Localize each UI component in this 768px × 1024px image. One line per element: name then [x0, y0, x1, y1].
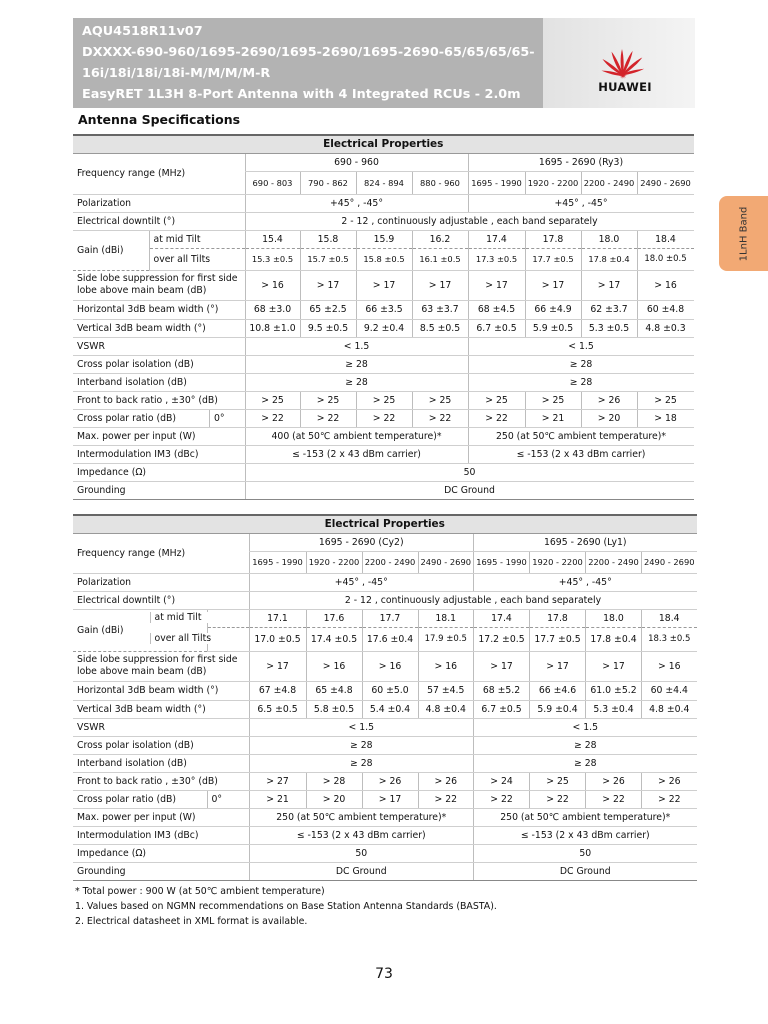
vbw-label: Vertical 3dB beam width (°): [73, 319, 245, 337]
cross-polar-ratio-cell: > 22: [642, 790, 697, 808]
gain-mid-cell: 15.9: [356, 230, 412, 248]
vbw-cell: 10.8 ±1.0: [245, 319, 300, 337]
im3-label: Intermodulation IM3 (dBc): [73, 445, 245, 463]
gain-all-cell: 17.7 ±0.5: [525, 248, 581, 270]
im3-right: ≤ -153 (2 x 43 dBm carrier): [474, 826, 697, 844]
impedance-label: Impedance (Ω): [73, 463, 245, 481]
footnote-2: 2. Electrical datasheet in XML format is available.: [75, 916, 308, 927]
cross-polar-ratio-cell: > 18: [637, 409, 694, 427]
sidelobe-cell: > 17: [474, 651, 530, 681]
gain-mid-cell: 16.2: [412, 230, 468, 248]
product-title: [82, 21, 552, 105]
front-to-back-cell: > 27: [249, 772, 306, 790]
page-number: 73: [375, 966, 393, 982]
front-to-back-cell: > 26: [586, 772, 642, 790]
sidelobe-cell: > 16: [418, 651, 474, 681]
cross-polar-ratio-cell: > 20: [306, 790, 362, 808]
vbw-cell: 8.5 ±0.5: [412, 319, 468, 337]
sidelobe-cell: > 17: [525, 270, 581, 300]
sidelobe-cell: > 17: [356, 270, 412, 300]
cross-polar-isolation-label: Cross polar isolation (dB): [73, 355, 245, 373]
product-spec-line-1: DXXXX-690-960/1695-2690/1695-2690/1695-2690-65/65/65/65-: [82, 45, 535, 60]
gain-all-cell: 15.8 ±0.5: [356, 248, 412, 270]
grounding-label: Grounding: [73, 481, 245, 499]
cross-polar-ratio-text: Cross polar ratio (dB): [77, 412, 177, 424]
gain-mid-cell: 15.8: [300, 230, 356, 248]
hbw-cell: 66 ±4.9: [525, 300, 581, 319]
front-to-back-label: Front to back ratio , ±30° (dB): [73, 772, 249, 790]
cross-polar-isolation-right: ≥ 28: [468, 355, 694, 373]
hbw-label: Horizontal 3dB beam width (°): [73, 681, 249, 700]
impedance-label: Impedance (Ω): [73, 844, 249, 862]
gain-mid-cell: 18.1: [418, 609, 474, 627]
footnote-total-power: * Total power : 900 W (at 50℃ ambient temperature): [75, 886, 325, 897]
front-to-back-cell: > 26: [418, 772, 474, 790]
gain-all-cell: 15.3 ±0.5: [245, 248, 300, 270]
max-power-left: 250 (at 50℃ ambient temperature)*: [249, 808, 474, 826]
side-tab-1lnh-band[interactable]: [719, 196, 768, 271]
hbw-cell: 65 ±4.8: [306, 681, 362, 700]
im3-left: ≤ -153 (2 x 43 dBm carrier): [249, 826, 474, 844]
front-to-back-cell: > 25: [468, 391, 525, 409]
max-power-label: Max. power per input (W): [73, 808, 249, 826]
polarization-right: +45° , -45°: [474, 573, 697, 591]
vbw-cell: 6.7 ±0.5: [474, 700, 530, 718]
hbw-cell: 62 ±3.7: [581, 300, 637, 319]
front-to-back-cell: > 25: [300, 391, 356, 409]
vswr-label: VSWR: [73, 718, 249, 736]
gain-all-cell: 17.8 ±0.4: [586, 627, 642, 651]
hbw-cell: 66 ±4.6: [530, 681, 586, 700]
product-model: AQU4518R11v07: [82, 24, 203, 39]
sidelobe-label: Side lobe suppression for first side lobe above main beam (dB): [73, 270, 245, 300]
sidelobe-cell: > 17: [300, 270, 356, 300]
gain-mid-cell: 17.8: [525, 230, 581, 248]
gain-mid-cell: 17.7: [362, 609, 418, 627]
freq-range-label: Frequency range (MHz): [73, 153, 245, 194]
gain-label: Gain (dBi): [73, 230, 149, 270]
sidelobe-cell: > 17: [581, 270, 637, 300]
hbw-cell: 63 ±3.7: [412, 300, 468, 319]
hbw-cell: 65 ±2.5: [300, 300, 356, 319]
interband-isolation-label: Interband isolation (dB): [73, 373, 245, 391]
hbw-cell: 68 ±4.5: [468, 300, 525, 319]
grounding-value: DC Ground: [245, 481, 694, 499]
band-cell: 2490 - 2690: [418, 551, 474, 573]
front-to-back-cell: > 26: [362, 772, 418, 790]
sidelobe-cell: > 16: [637, 270, 694, 300]
cross-polar-ratio-label: [73, 409, 245, 427]
front-to-back-cell: > 26: [581, 391, 637, 409]
cross-polar-ratio-cell: > 22: [356, 409, 412, 427]
cross-polar-ratio-angle: 0°: [207, 790, 249, 808]
downtilt-value: 2 - 12 , continuously adjustable , each band separately: [249, 591, 697, 609]
vbw-cell: 5.3 ±0.5: [581, 319, 637, 337]
gain-all-tilts-label: [154, 627, 249, 651]
front-to-back-cell: > 28: [306, 772, 362, 790]
cross-polar-ratio-cell: > 22: [418, 790, 474, 808]
gain-all-cell: 17.4 ±0.5: [306, 627, 362, 651]
gain-all-cell: 17.9 ±0.5: [418, 627, 474, 651]
cross-polar-ratio-label: Cross polar ratio (dB): [73, 790, 207, 808]
vbw-cell: 4.8 ±0.4: [642, 700, 697, 718]
interband-isolation-right: ≥ 28: [468, 373, 694, 391]
max-power-label: Max. power per input (W): [73, 427, 245, 445]
gain-all-cell: 15.7 ±0.5: [300, 248, 356, 270]
vbw-cell: 4.8 ±0.3: [637, 319, 694, 337]
downtilt-label: Electrical downtilt (°): [73, 591, 249, 609]
vswr-right: < 1.5: [468, 337, 694, 355]
vswr-label: VSWR: [73, 337, 245, 355]
polarization-label: Polarization: [73, 194, 245, 212]
interband-isolation-left: ≥ 28: [245, 373, 468, 391]
cross-polar-isolation-right: ≥ 28: [474, 736, 697, 754]
gain-all-cell: 17.7 ±0.5: [530, 627, 586, 651]
band-cell: 880 - 960: [412, 171, 468, 194]
grounding-label: Grounding: [73, 862, 249, 880]
sidelobe-cell: > 16: [245, 270, 300, 300]
polarization-left: +45° , -45°: [249, 573, 474, 591]
downtilt-label: Electrical downtilt (°): [73, 212, 245, 230]
brand-wordmark: HUAWEI: [598, 80, 652, 94]
front-to-back-cell: > 24: [474, 772, 530, 790]
max-power-right: 250 (at 50℃ ambient temperature)*: [468, 427, 694, 445]
hbw-cell: 67 ±4.8: [249, 681, 306, 700]
cross-polar-isolation-left: ≥ 28: [249, 736, 474, 754]
vbw-cell: 9.5 ±0.5: [300, 319, 356, 337]
front-to-back-cell: > 25: [245, 391, 300, 409]
table-title: Electrical Properties: [73, 135, 694, 153]
gain-all-cell: 17.3 ±0.5: [468, 248, 525, 270]
sidelobe-cell: > 17: [412, 270, 468, 300]
vbw-cell: 9.2 ±0.4: [356, 319, 412, 337]
grounding-left: DC Ground: [249, 862, 474, 880]
band-cell: 1695 - 1990: [249, 551, 306, 573]
band-cell: 790 - 862: [300, 171, 356, 194]
polarization-left: +45° , -45°: [245, 194, 468, 212]
cross-polar-ratio-cell: > 22: [412, 409, 468, 427]
product-spec-line-2: 16i/18i/18i/18i-M/M/M/M-R: [82, 66, 271, 81]
footnotes: [75, 884, 497, 929]
front-to-back-cell: > 25: [525, 391, 581, 409]
vbw-cell: 5.3 ±0.4: [586, 700, 642, 718]
side-tab-label: 1LnH Band: [738, 206, 749, 261]
electrical-properties-table-1: [73, 134, 694, 500]
vbw-label: Vertical 3dB beam width (°): [73, 700, 249, 718]
sidelobe-cell: > 17: [530, 651, 586, 681]
vbw-cell: 5.8 ±0.5: [306, 700, 362, 718]
gain-all-cell: 17.8 ±0.4: [581, 248, 637, 270]
sidelobe-cell: > 17: [249, 651, 306, 681]
hbw-cell: 60 ±5.0: [362, 681, 418, 700]
front-to-back-cell: > 25: [637, 391, 694, 409]
band-cell: 1695 - 1990: [468, 171, 525, 194]
band-cell: 1920 - 2200: [525, 171, 581, 194]
band-group-right: 1695 - 2690 (Ry3): [468, 153, 694, 171]
vbw-cell: 6.5 ±0.5: [249, 700, 306, 718]
vbw-cell: 6.7 ±0.5: [468, 319, 525, 337]
gain-all-cell: 18.0 ±0.5: [637, 248, 694, 270]
sidelobe-cell: > 16: [362, 651, 418, 681]
gain-mid-cell: 17.4: [474, 609, 530, 627]
gain-mid-cell: 15.4: [245, 230, 300, 248]
interband-isolation-right: ≥ 28: [474, 754, 697, 772]
vswr-right: < 1.5: [474, 718, 697, 736]
freq-range-label: Frequency range (MHz): [73, 533, 249, 573]
vswr-left: < 1.5: [249, 718, 474, 736]
cross-polar-isolation-label: Cross polar isolation (dB): [73, 736, 249, 754]
cross-polar-ratio-cell: > 21: [249, 790, 306, 808]
product-description: EasyRET 1L3H 8-Port Antenna with 4 Integrated RCUs - 2.0m: [82, 87, 521, 102]
im3-left: ≤ -153 (2 x 43 dBm carrier): [245, 445, 468, 463]
hbw-cell: 61.0 ±5.2: [586, 681, 642, 700]
band-cell: 2200 - 2490: [581, 171, 637, 194]
hbw-cell: 57 ±4.5: [418, 681, 474, 700]
band-cell: 1695 - 1990: [474, 551, 530, 573]
gain-mid-cell: 17.1: [249, 609, 306, 627]
band-cell: 824 - 894: [356, 171, 412, 194]
polarization-label: Polarization: [73, 573, 249, 591]
grounding-right: DC Ground: [474, 862, 697, 880]
band-group-left: 690 - 960: [245, 153, 468, 171]
hbw-cell: 68 ±3.0: [245, 300, 300, 319]
impedance-left: 50: [249, 844, 474, 862]
im3-right: ≤ -153 (2 x 43 dBm carrier): [468, 445, 694, 463]
gain-mid-cell: 18.0: [581, 230, 637, 248]
hbw-cell: 60 ±4.4: [642, 681, 697, 700]
sidelobe-cell: > 17: [586, 651, 642, 681]
cross-polar-ratio-cell: > 20: [581, 409, 637, 427]
gain-mid-cell: 18.0: [586, 609, 642, 627]
front-to-back-cell: > 25: [412, 391, 468, 409]
gain-all-cell: 17.2 ±0.5: [474, 627, 530, 651]
gain-all-cell: 17.0 ±0.5: [249, 627, 306, 651]
gain-mid-cell: 17.4: [468, 230, 525, 248]
interband-isolation-left: ≥ 28: [249, 754, 474, 772]
cross-polar-ratio-cell: > 22: [300, 409, 356, 427]
band-cell: 2200 - 2490: [586, 551, 642, 573]
polarization-right: +45° , -45°: [468, 194, 694, 212]
cross-polar-ratio-cell: > 22: [474, 790, 530, 808]
page-title: Antenna Specifications: [78, 112, 241, 127]
impedance-value: 50: [245, 463, 694, 481]
gain-all-tilts-label: over all Tilts: [149, 248, 245, 270]
gain-mid-tilt-label: [154, 609, 249, 627]
hbw-cell: 66 ±3.5: [356, 300, 412, 319]
electrical-properties-table-2: [73, 514, 697, 881]
cross-polar-isolation-left: ≥ 28: [245, 355, 468, 373]
gain-mid-cell: 17.6: [306, 609, 362, 627]
interband-isolation-label: Interband isolation (dB): [73, 754, 249, 772]
hbw-cell: 68 ±5.2: [474, 681, 530, 700]
gain-all-tilts-text: over all Tilts: [150, 633, 245, 644]
gain-mid-tilt-text: at mid Tilt: [150, 612, 245, 623]
document-header: [73, 18, 695, 108]
vbw-cell: 5.4 ±0.4: [362, 700, 418, 718]
band-group-left: 1695 - 2690 (Cy2): [249, 533, 474, 551]
hbw-cell: 60 ±4.8: [637, 300, 694, 319]
sidelobe-cell: > 16: [306, 651, 362, 681]
cross-polar-ratio-cell: > 22: [530, 790, 586, 808]
gain-mid-cell: 17.8: [530, 609, 586, 627]
impedance-right: 50: [474, 844, 697, 862]
front-to-back-label: Front to back ratio , ±30° (dB): [73, 391, 245, 409]
band-cell: 690 - 803: [245, 171, 300, 194]
sidelobe-label: Side lobe suppression for first side lobe above main beam (dB): [73, 651, 249, 681]
band-cell: 1920 - 2200: [530, 551, 586, 573]
gain-all-cell: 16.1 ±0.5: [412, 248, 468, 270]
band-group-right: 1695 - 2690 (Ly1): [474, 533, 697, 551]
band-cell: 1920 - 2200: [306, 551, 362, 573]
downtilt-value: 2 - 12 , continuously adjustable , each band separately: [245, 212, 694, 230]
im3-label: Intermodulation IM3 (dBc): [73, 826, 249, 844]
cross-polar-ratio-cell: > 22: [245, 409, 300, 427]
gain-all-cell: 18.3 ±0.5: [642, 627, 697, 651]
vbw-cell: 4.8 ±0.4: [418, 700, 474, 718]
cross-polar-ratio-cell: > 22: [586, 790, 642, 808]
hbw-label: Horizontal 3dB beam width (°): [73, 300, 245, 319]
gain-mid-cell: 18.4: [642, 609, 697, 627]
gain-all-cell: 17.6 ±0.4: [362, 627, 418, 651]
gain-mid-cell: 18.4: [637, 230, 694, 248]
band-cell: 2200 - 2490: [362, 551, 418, 573]
gain-mid-tilt-label: at mid Tilt: [149, 230, 245, 248]
vswr-left: < 1.5: [245, 337, 468, 355]
vbw-cell: 5.9 ±0.5: [525, 319, 581, 337]
gain-label: Gain (dBi): [73, 609, 207, 651]
sidelobe-cell: > 17: [468, 270, 525, 300]
front-to-back-cell: > 25: [530, 772, 586, 790]
max-power-left: 400 (at 50℃ ambient temperature)*: [245, 427, 468, 445]
sidelobe-cell: > 16: [642, 651, 697, 681]
max-power-right: 250 (at 50℃ ambient temperature)*: [474, 808, 697, 826]
cross-polar-ratio-cell: > 17: [362, 790, 418, 808]
vbw-cell: 5.9 ±0.4: [530, 700, 586, 718]
table-title: Electrical Properties: [73, 515, 697, 533]
front-to-back-cell: > 26: [642, 772, 697, 790]
band-cell: 2490 - 2690: [642, 551, 697, 573]
cross-polar-ratio-cell: > 21: [525, 409, 581, 427]
front-to-back-cell: > 25: [356, 391, 412, 409]
cross-polar-ratio-cell: > 22: [468, 409, 525, 427]
band-cell: 2490 - 2690: [637, 171, 694, 194]
cross-polar-ratio-angle: 0°: [209, 410, 225, 427]
footnote-1: 1. Values based on NGMN recommendations on Base Station Antenna Standards (BASTA).: [75, 901, 497, 912]
